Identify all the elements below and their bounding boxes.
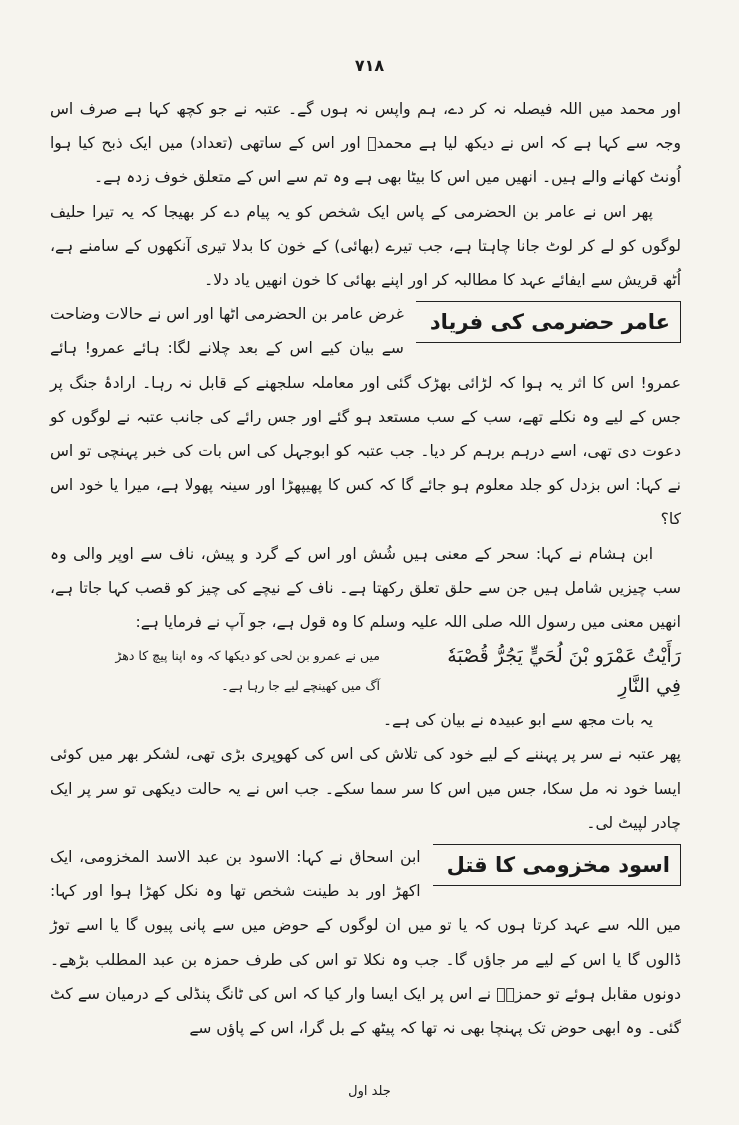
paragraph: ابن ہشام نے کہا: سحر کے معنی ہیں شُش اور اس کے گرد و پیش، ناف سے اوپر والی وہ سب چیزیں شامل ہیں جن سے حلق تعلق رکھتا ہے۔ ناف کے نیچے کی چیز کو قصب کہا جاتا ہے، انھیں معنی میں رسول اللہ صلی اللہ علیہ وسلم کا وہ قول ہے، جو آپ نے فرمایا ہے:: [50, 544, 681, 632]
translation-text: [50, 641, 380, 701]
paragraph: پھر اس نے عامر بن الحضرمی کے پاس ایک شخص کو یہ پیام دے کر بھیجا کہ یہ تیرا حلیف لوگوں کو لے کر لوٹ جانا چاہتا ہے، جب تیرے (بھائی) کے خون کا بدلا تیری آنکھوں کے سامنے ہے، اُٹھ قریش سے ایفائے عہد کا مطالبہ کر اور اپنے بھائی کا خون انھیں یاد دلا۔: [50, 202, 681, 290]
paragraph: یہ بات مجھ سے ابو عبیدہ نے بیان کی ہے۔: [382, 711, 653, 730]
paragraph: پھر عتبہ نے سر پر پہننے کے لیے خود کی تلاش کی اس کی کھوپری بڑی تھی، لشکر بھر میں کوئی ایسا خود نہ مل سکا، جس میں اس کا سر سما سکے۔ جب اس نے یہ حالت دیکھی تو سر پر ایک چادر لپیٹ لی۔: [50, 745, 681, 832]
arabic-text: [421, 641, 681, 701]
paragraph: اور محمد میں اللہ فیصلہ نہ کر دے، ہم واپس نہ ہوں گے۔ عتبہ نے جو کچھ کہا ہے صرف اس وجہ سے کہا ہے کہ اس نے دیکھ لیا ہے محمدؐ اور اس کے ساتھی (تعداد) میں ایک ذبح کیا ہوا اُونٹ کھانے والے ہیں۔ انھیں میں اس کا بیٹا بھی ہے وہ تم سے اس کے متعلق خوف زدہ ہے۔: [50, 100, 681, 187]
section-aswad-makhzumi: [50, 840, 681, 1045]
translation-line: میں نے عمرو بن لحی کو دیکھا کہ وہ اپنا پیچ کا دھڑ: [115, 648, 380, 664]
arabic-line: رَأَيْتُ عَمْرَو بْنَ لُحَيٍّ يَجُرُّ قُصْبَهٗ: [447, 645, 681, 668]
arabic-line: فِي النَّارِ: [618, 675, 681, 698]
section-heading: اسود مخزومی کا قتل: [433, 844, 681, 886]
page-number: ۷۱۸: [354, 56, 385, 75]
page-body: [50, 92, 681, 1045]
volume-footer: جلد اول: [348, 1084, 391, 1099]
hadith-quote: [50, 641, 681, 701]
translation-line: آگ میں کھینچے لیے جا رہا ہے۔: [221, 678, 380, 694]
section-text: غرض عامر بن الحضرمی اٹھا اور اس نے حالات وضاحت سے بیان کیے اس کے بعد چلانے لگا: ہائے عمرو! ہائے عمرو! اس کا اثر یہ ہوا کہ لڑائی بھڑک گئی اور معاملہ سلجھنے کے قابل نہ رہا۔ ارادۂ جنگ پر جس کے لیے وہ نکلے تھے، سب کے سب مستعد ہو گئے اور جس رائے کی جانب عتبہ نے لوگوں کو دعوت دی تھی، اسے درہم برہم کر دیا۔ جب عتبہ کو ابوجہل کی اس بات کی خبر پہنچی تو اس نے کہا: اس بزدل کو جلد معلوم ہو جائے گا کہ کس کا پھیپھڑا اور سینہ پھولا ہے، میرا یا خود اس کا؟: [50, 305, 681, 529]
section-text: ابن اسحاق نے کہا: الاسود بن عبد الاسد المخزومی، ایک اکھڑ اور بد طینت شخص تھا وہ نکل کھڑا ہوا اور کہا: میں اللہ سے عہد کرتا ہوں کہ یا تو میں ان لوگوں کے حوض میں سے پانی پیوں گا یا اسے توڑ ڈالوں گا یا اس کے لیے مر جاؤں گا۔ جب وہ نکلا تو اس کی طرف حمزہ بن عبد المطلب بڑھے۔ دونوں مقابل ہوئے تو حمزہؓ نے اس پر ایک ایسا وار کیا کہ اس کی ٹانگ پنڈلی کے درمیان سے کٹ گئی۔ وہ ابھی حوض تک پہنچا بھی نہ تھا کہ پیٹھ کے بل گرا، اس کے پاؤں سے: [50, 848, 681, 1038]
section-heading: عامر حضرمی کی فریاد: [416, 301, 681, 343]
section-amir-hadrami: [50, 297, 681, 840]
